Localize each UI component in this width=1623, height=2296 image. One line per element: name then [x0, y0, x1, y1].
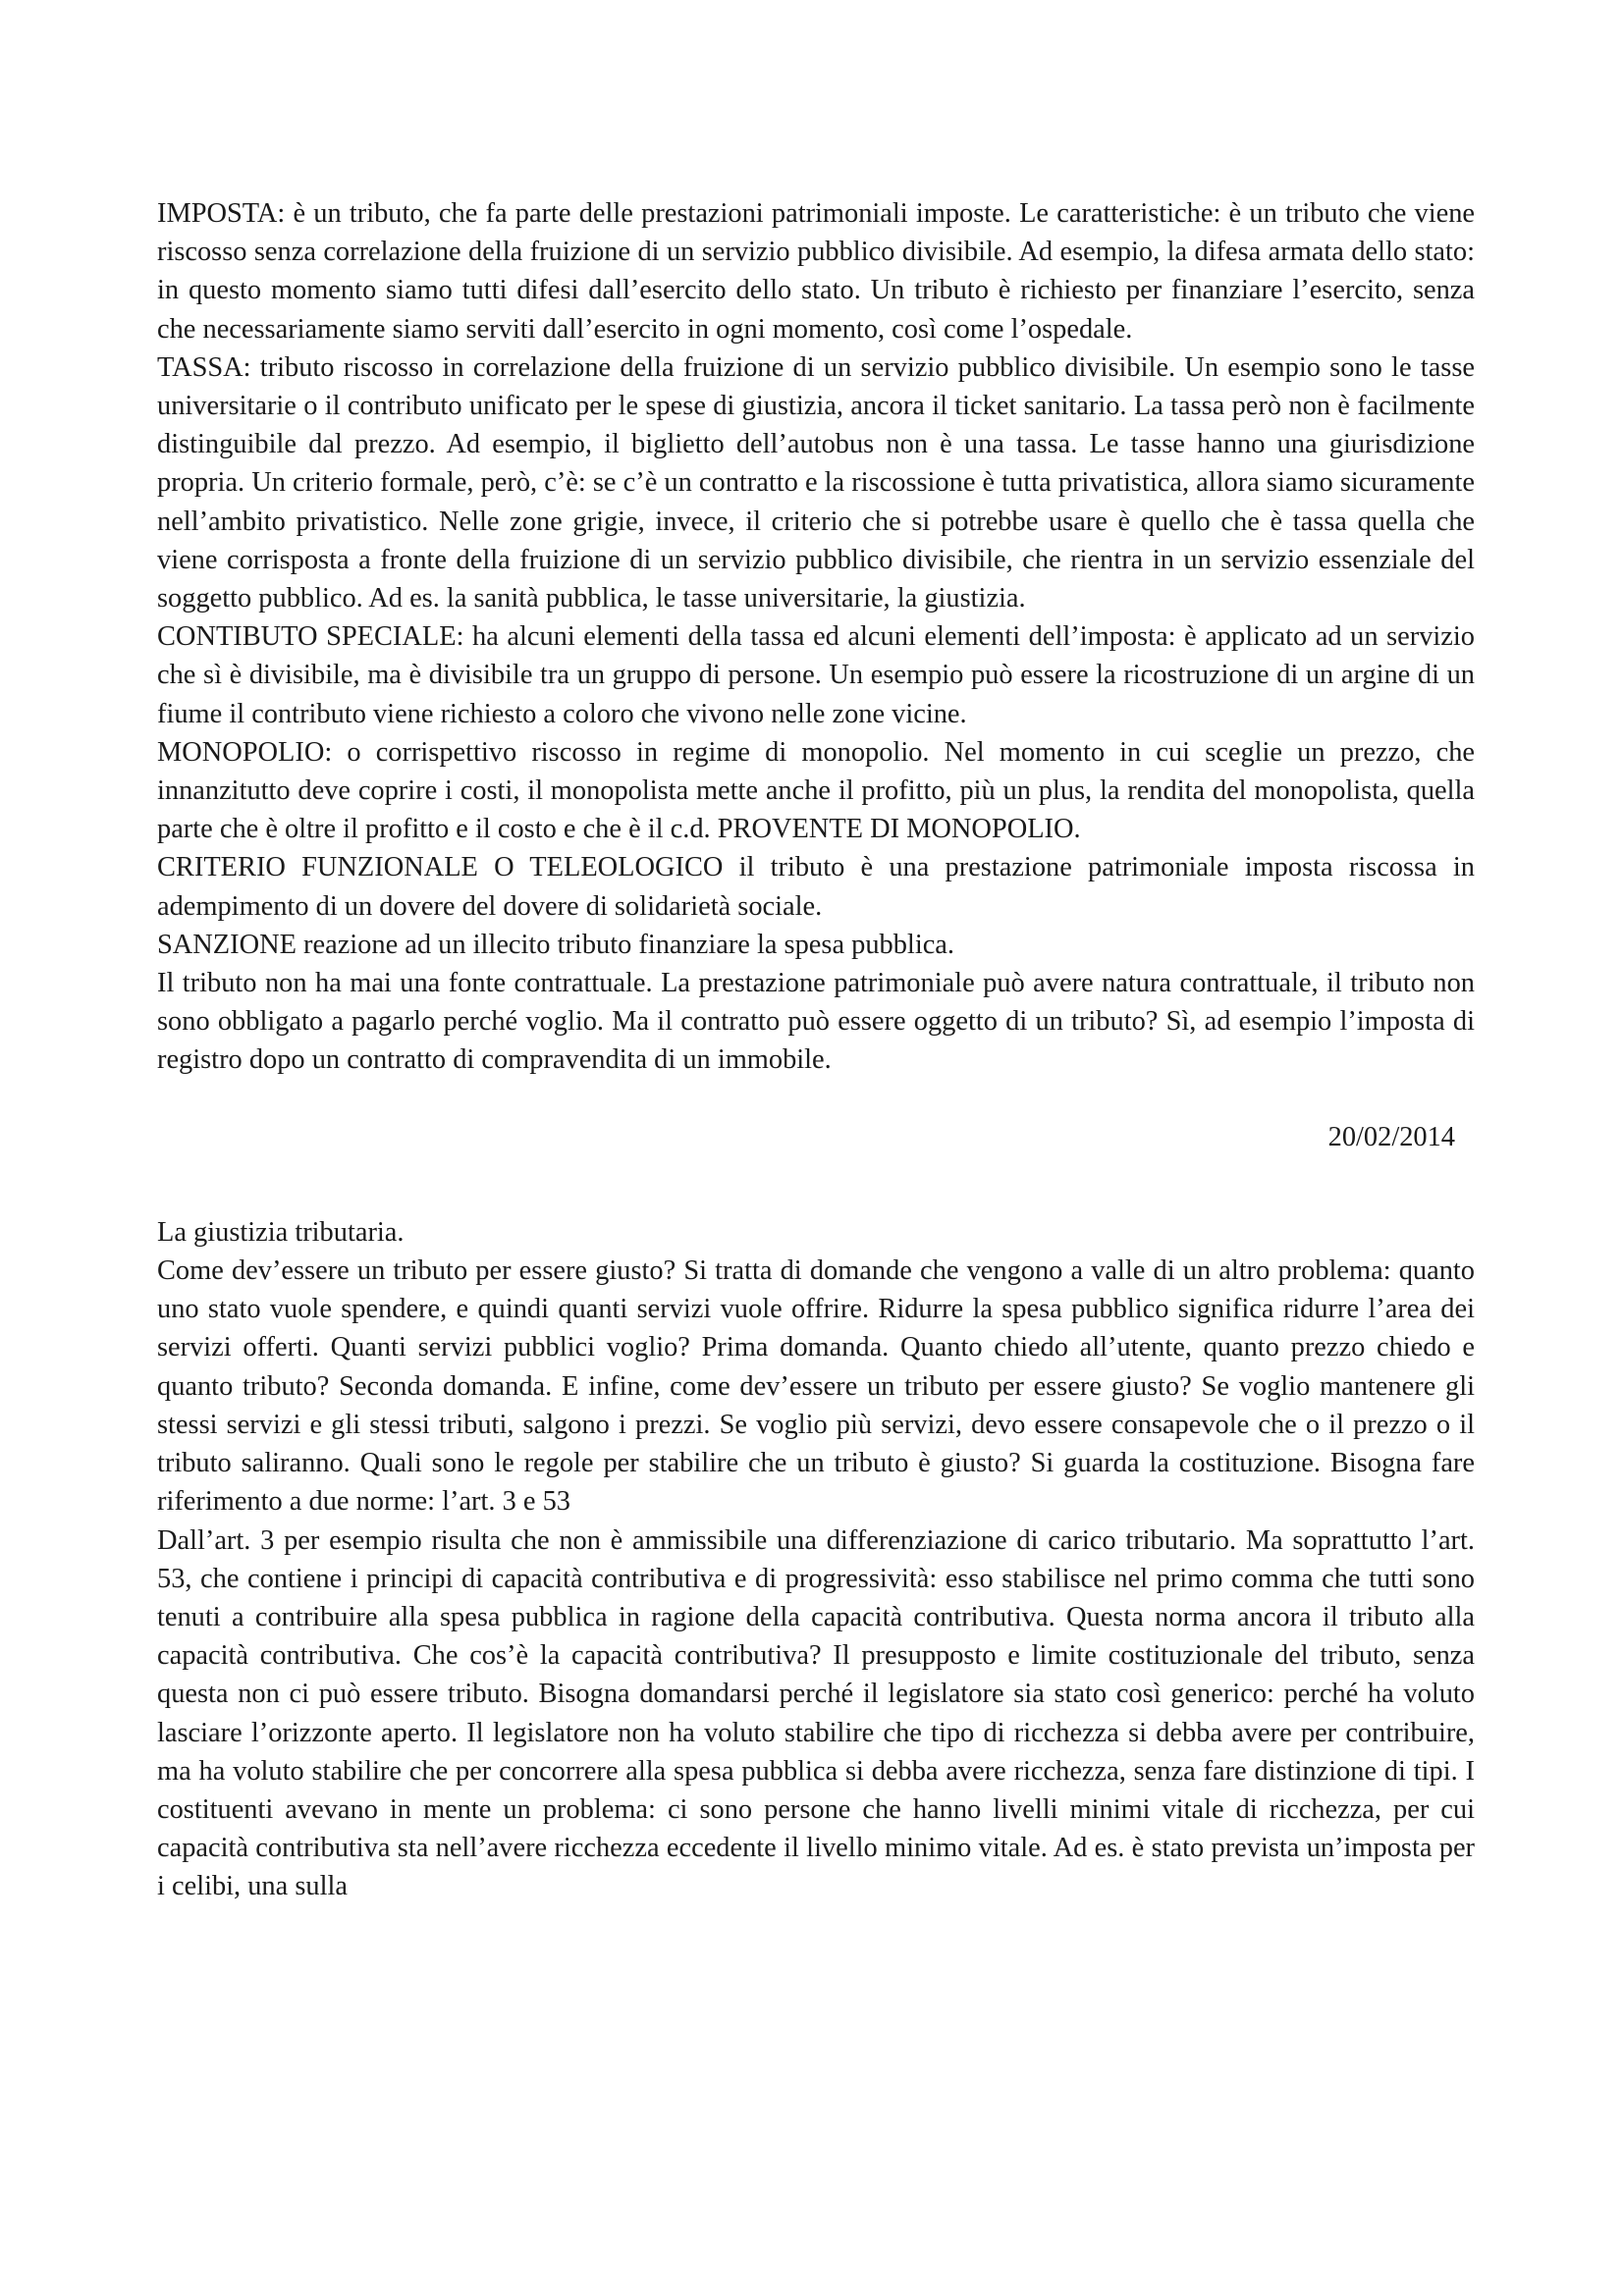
- paragraph-contributo-speciale: CONTIBUTO SPECIALE: ha alcuni elementi della tassa ed alcuni elementi dell’imposta: è applicato ad un servizio che sì è divisibile, ma è divisibile tra un gruppo di persone. Un esempio può essere la ricostruzione di un argine di un fiume il contributo viene richiesto a coloro che vivono nelle zone vicine.: [157, 621, 1475, 729]
- paragraph-fonte-contrattuale: Il tributo non ha mai una fonte contrattuale. La prestazione patrimoniale può avere natura contrattuale, il tributo non sono obbligato a pagarlo perché voglio. Ma il contratto può essere oggetto di un tributo? Sì, ad esempio l’imposta di registro dopo un contratto di compravendita di un immobile.: [157, 968, 1475, 1076]
- document-page: [157, 194, 1475, 1906]
- paragraph-monopolio: MONOPOLIO: o corrispettivo riscosso in regime di monopolio. Nel momento in cui sceglie un prezzo, che innanzitutto deve coprire i costi, il monopolista mette anche il profitto, più un plus, la rendita del monopolista, quella parte che è oltre il profitto e il costo e che è il c.d. PROVENTE DI MONOPOLIO.: [157, 736, 1475, 845]
- paragraph-criterio-funzionale: CRITERIO FUNZIONALE O TELEOLOGICO il tributo è una prestazione patrimoniale imposta riscossa in adempimento di un dovere del dovere di solidarietà sociale.: [157, 852, 1475, 922]
- paragraph-imposta: IMPOSTA: è un tributo, che fa parte delle prestazioni patrimoniali imposte. Le caratteristiche: è un tributo che viene riscosso senza correlazione della fruizione di un servizio pubblico divisibile. Ad esempio, la difesa armata dello stato: in questo momento siamo tutti difesi dall’esercito dello stato. Un tributo è richiesto per finanziare l’esercito, senza che necessariamente siamo serviti dall’esercito in ogni momento, così come l’ospedale.: [157, 198, 1475, 345]
- paragraph-tassa: TASSA: tributo riscosso in correlazione della fruizione di un servizio pubblico divisibile. Un esempio sono le tasse universitarie o il contributo unificato per le spese di giustizia, ancora il ticket sanitario. La tassa però non è facilmente distinguibile dal prezzo. Ad esempio, il biglietto dell’autobus non è una tassa. Le tasse hanno una giurisdizione propria. Un criterio formale, però, c’è: se c’è un contratto e la riscossione è tutta privatistica, allora siamo sicuramente nell’ambito privatistico. Nelle zone grigie, invece, il criterio che si potrebbe usare è quello che è tassa quella che viene corrisposta a fronte della fruizione di un servizio pubblico divisibile, che rientra in un servizio essenziale del soggetto pubblico. Ad es. la sanità pubblica, le tasse universitarie, la giustizia.: [157, 351, 1475, 614]
- date-heading: 20/02/2014: [1327, 1121, 1455, 1152]
- paragraph-giustizia-tributaria: Come dev’essere un tributo per essere giusto? Si tratta di domande che vengono a valle di un altro problema: quanto uno stato vuole spendere, e quindi quanti servizi vuole offrire. Ridurre la spesa pubblico significa ridurre l’area dei servizi offerti. Quanti servizi pubblici voglio? Prima domanda. Quanto chiedo all’utente, quanto prezzo chiedo e quanto tributo? Seconda domanda. E infine, come dev’essere un tributo per essere giusto? Se voglio mantenere gli stessi servizi e gli stessi tributi, salgono i prezzi. Se voglio più servizi, devo essere consapevole che o il prezzo o il tributo saliranno. Quali sono le regole per stabilire che un tributo è giusto? Si guarda la costituzione. Bisogna fare riferimento a due norme: l’art. 3 e 53: [157, 1255, 1475, 1518]
- paragraph-art-53: Dall’art. 3 per esempio risulta che non è ammissibile una differenziazione di carico tributario. Ma soprattutto l’art. 53, che contiene i principi di capacità contributiva e di progressività: esso stabilisce nel primo comma che tutti sono tenuti a contribuire alla spesa pubblica in ragione della capacità contributiva. Questa norma ancora il tributo alla capacità contributiva. Che cos’è la capacità contributiva? Il presupposto e limite costituzionale del tributo, senza questa non ci può essere tributo. Bisogna domandarsi perché il legislatore sia stato così generico: perché ha voluto lasciare l’orizzonte aperto. Il legislatore non ha voluto stabilire che tipo di ricchezza si debba avere per contribuire, ma ha voluto stabilire che per concorrere alla spesa pubblica si debba avere ricchezza, senza fare distinzione di tipi. I costituenti avevano in mente un problema: ci sono persone che hanno livelli minimi vitale di ricchezza, per cui capacità contributiva sta nell’avere ricchezza eccedente il livello minimo vitale. Ad es. è stato prevista un’imposta per i celibi, una sulla: [157, 1524, 1475, 1902]
- paragraph-sanzione: SANZIONE reazione ad un illecito tributo finanziare la spesa pubblica.: [157, 929, 955, 960]
- section-gap: [157, 1156, 1475, 1213]
- section-title: La giustizia tributaria.: [157, 1216, 405, 1248]
